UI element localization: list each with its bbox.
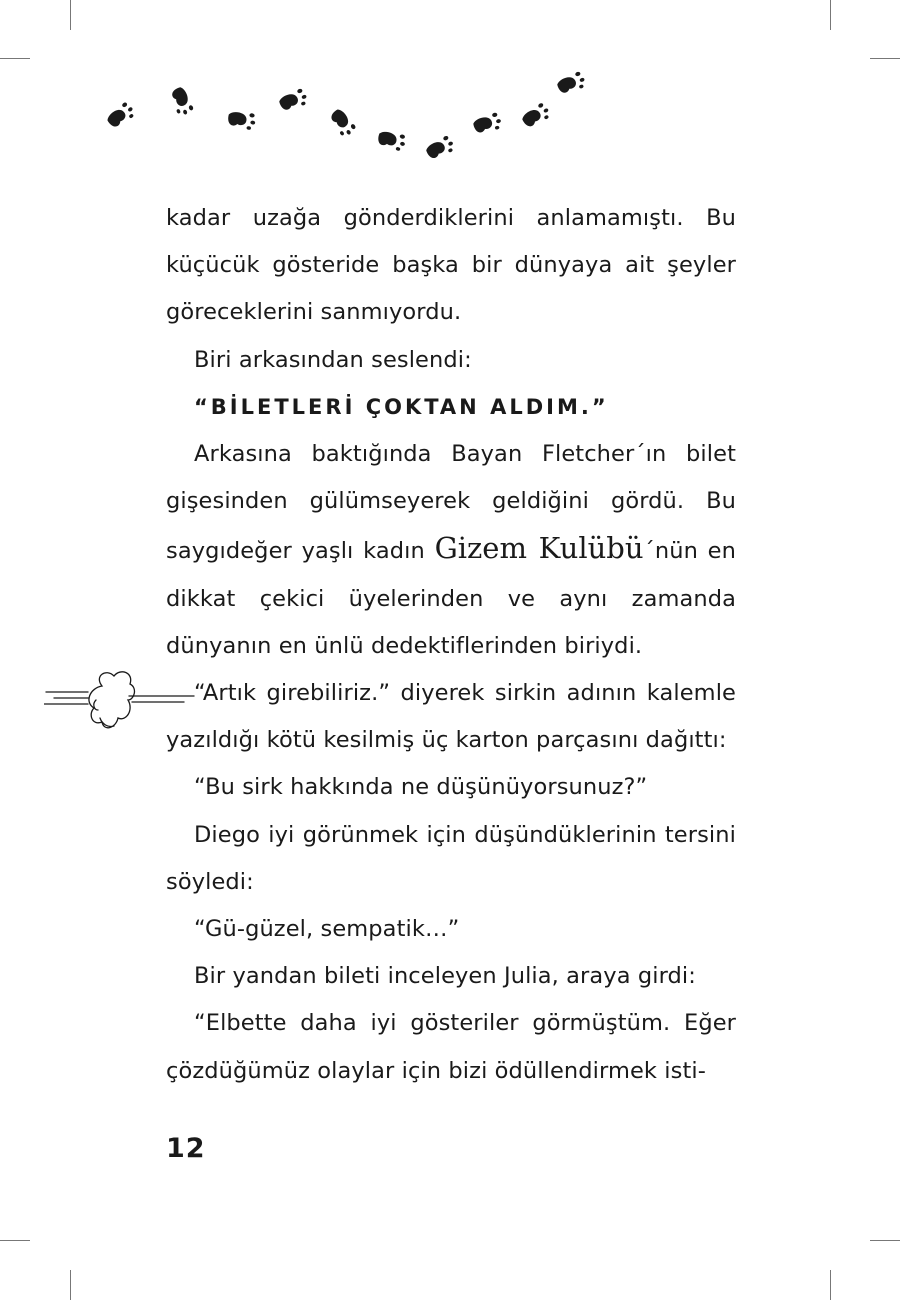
paragraph-10: “Elbette daha iyi gösteriler görmüştüm. Eğer çözdüğümüz olaylar için bizi ödüllendirmek isti- — [166, 1010, 736, 1084]
paragraph-6: “Bu sirk hakkında ne düşünüyorsunuz?” — [194, 774, 648, 801]
crop-mark-bottom-right — [830, 1270, 831, 1300]
paragraph-4 — [166, 431, 736, 670]
gizem-kulubu-logo-text: Gizem Kulübü — [434, 531, 644, 566]
paragraph-3-shout: “BİLETLERİ ÇOKTAN ALDIM.” — [194, 394, 609, 419]
paragraph-7: Diego iyi görünmek için düşündüklerinin tersini söyledi: — [166, 821, 736, 895]
paragraph-9: Bir yandan bileti inceleyen Julia, araya girdi: — [194, 963, 696, 990]
paragraph-1: kadar uzağa gönderdiklerini anlamamıştı. Bu küçücük gösteride başka bir dünyaya ait şeyler göreceklerini sanmıyordu. — [166, 205, 736, 326]
crop-mark-right-bottom — [870, 1240, 900, 1241]
page-number: 12 — [166, 1133, 206, 1164]
crop-mark-left-bottom — [0, 1240, 30, 1241]
paragraph-2: Biri arkasından seslendi: — [194, 346, 472, 373]
paragraph-4-after: ´nün en dikkat çekici üyelerinden ve aynı zamanda dünyanın en ünlü dedektiflerinden biriydi. — [166, 538, 736, 659]
paragraph-5: “Artık girebiliriz.” diyerek sirkin adının kalemle yazıldığı kötü kesilmiş üç karton parçasını dağıttı: — [166, 680, 736, 754]
paragraph-8: “Gü-güzel, sempatik…” — [194, 916, 460, 943]
paragraph-4-before: Arkasına baktığında Bayan Fletcher´ın bilet gişesinden gülümseyerek geldiğini gördü. Bu saygıdeğer yaşlı kadın — [166, 441, 736, 565]
body-text — [166, 195, 736, 1095]
paw-prints-icon — [0, 0, 900, 180]
crop-mark-bottom-left — [70, 1270, 71, 1300]
